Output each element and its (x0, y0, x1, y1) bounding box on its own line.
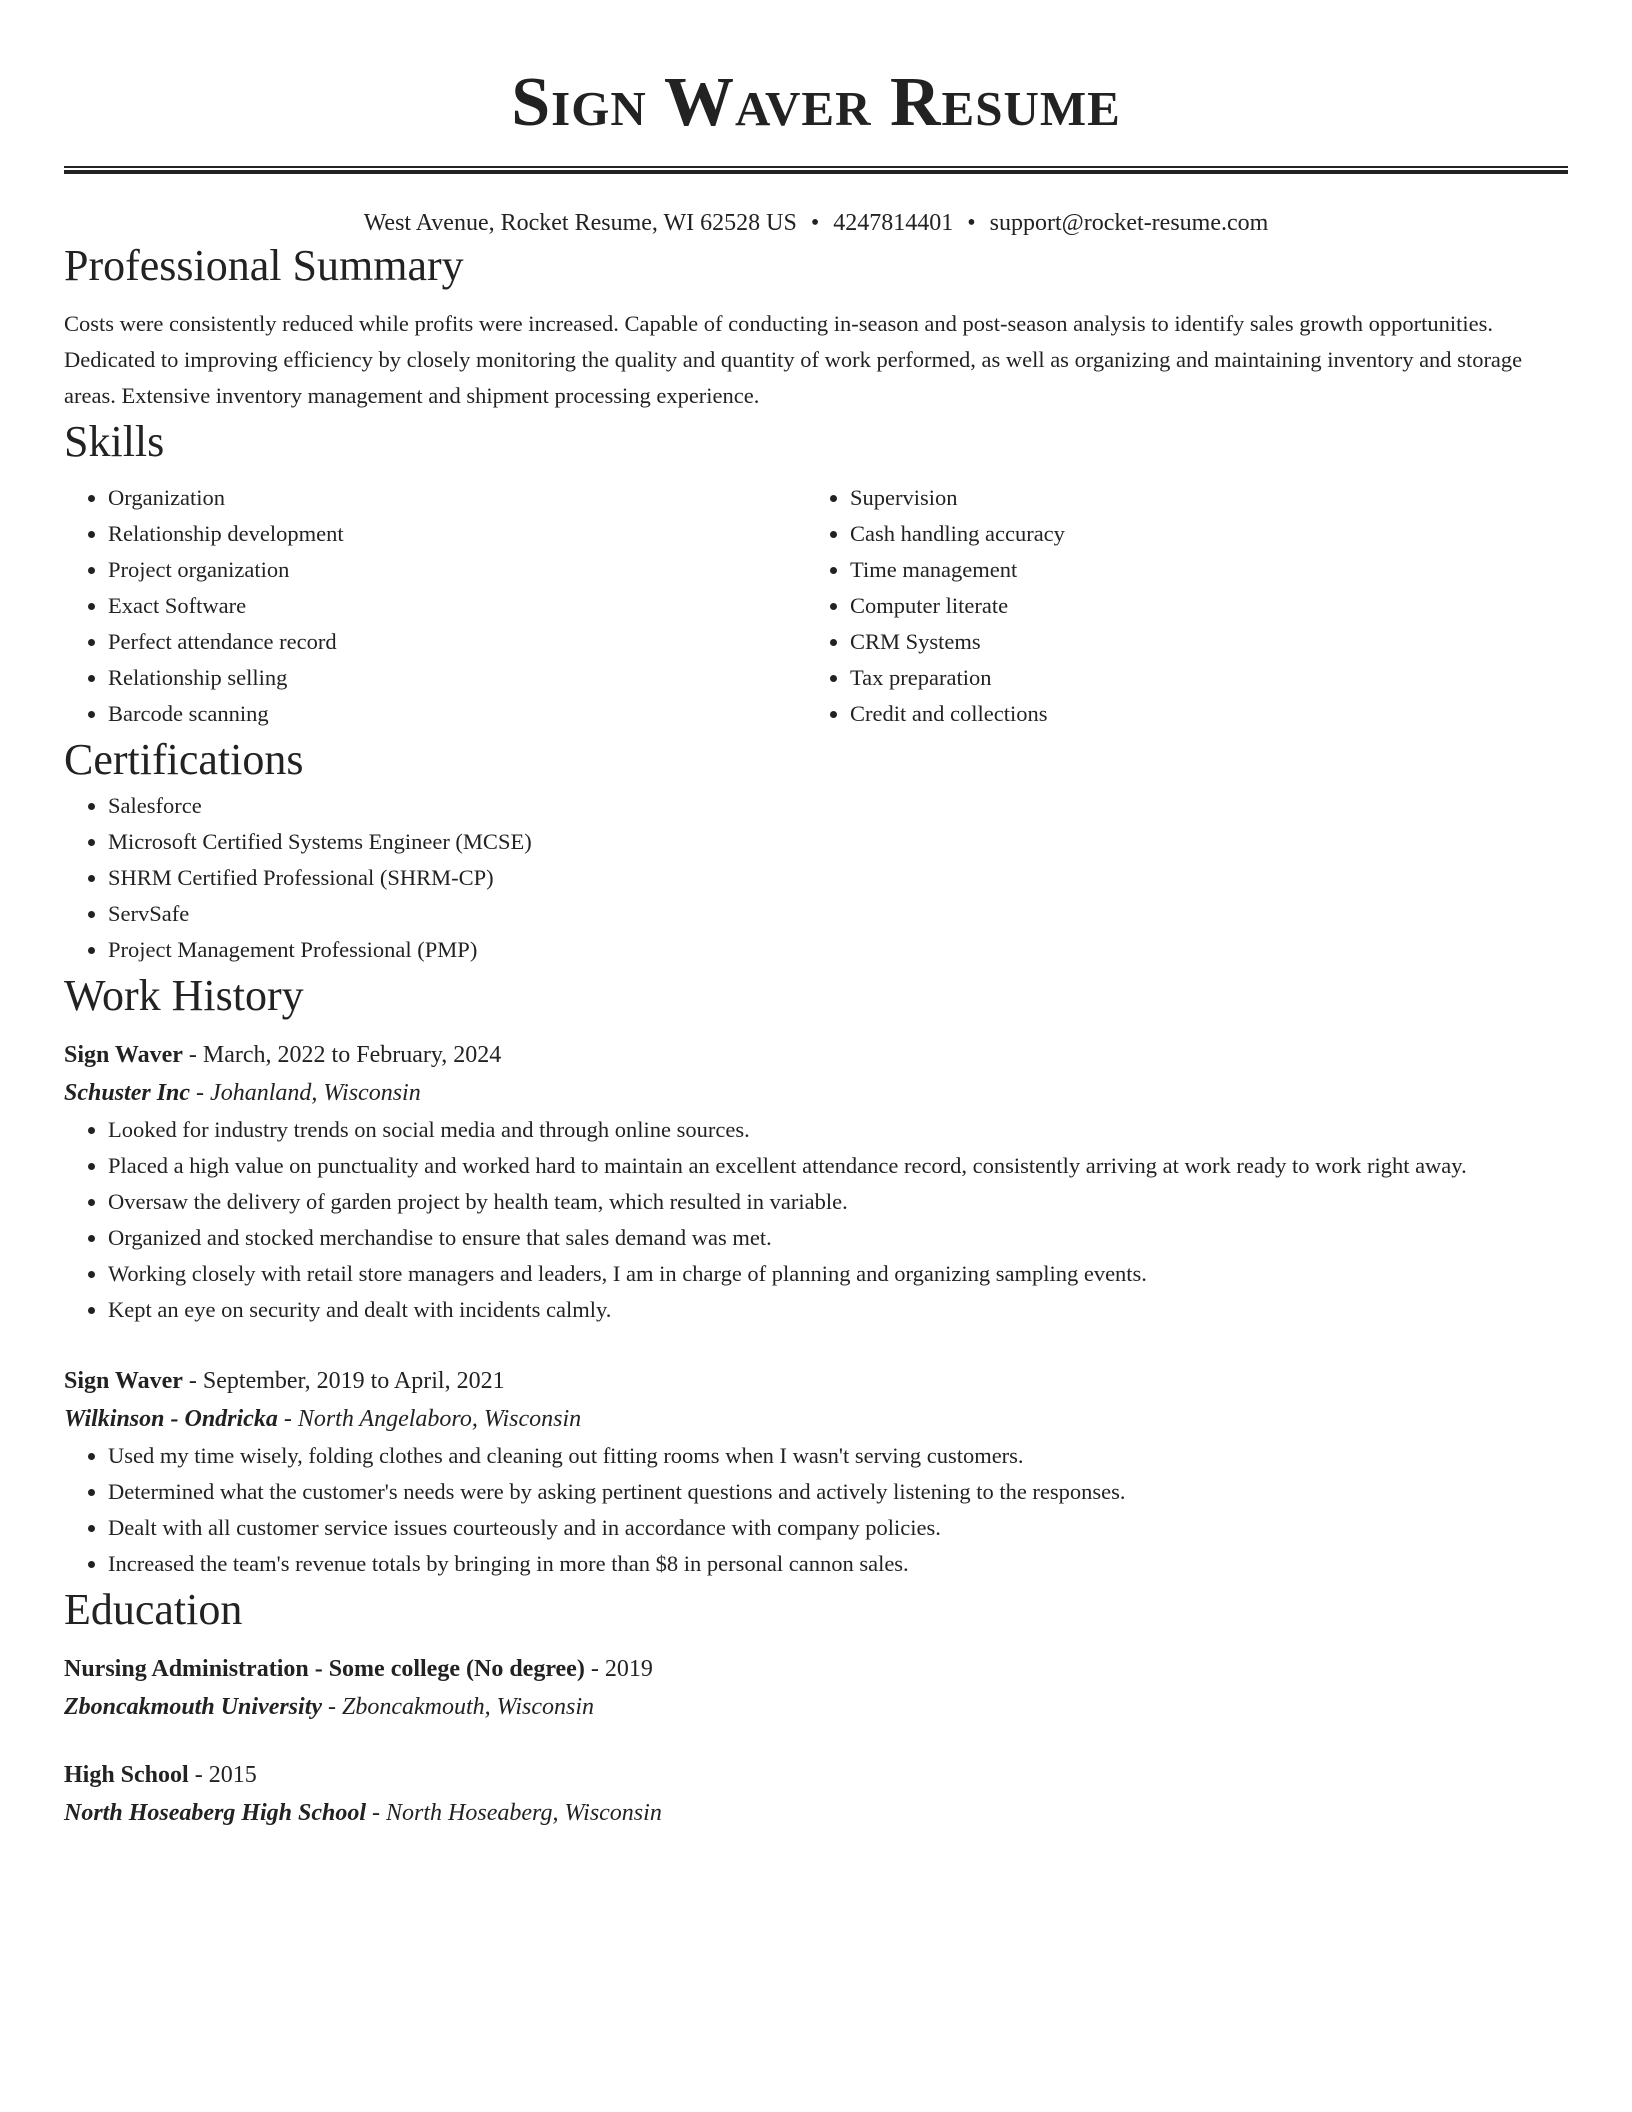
job-bullet: • Organized and stocked merchandise to ensure that sales demand was met. (108, 1220, 1568, 1256)
job-bullet: • Kept an eye on security and dealt with incidents calmly. (108, 1292, 1568, 1328)
certification-item: • Salesforce (108, 788, 1568, 824)
education-school-line (64, 1794, 1568, 1832)
skill-item: • Credit and collections (850, 696, 1548, 732)
job-company: Schuster Inc (64, 1080, 191, 1106)
skill-item: • Supervision (850, 480, 1548, 516)
job-company-line (64, 1400, 1568, 1438)
skill-item: • Barcode scanning (108, 696, 806, 732)
education-entry (64, 1756, 1568, 1832)
skill-item: • CRM Systems (850, 624, 1548, 660)
certification-item: • Microsoft Certified Systems Engineer (MCSE) (108, 824, 1568, 860)
education-degree: High School (64, 1762, 189, 1788)
certification-item: • ServSafe (108, 896, 1568, 932)
section-heading-skills: Skills (64, 417, 165, 466)
job-dates: - September, 2019 to April, 2021 (182, 1368, 505, 1394)
job-company: Wilkinson - Ondricka (64, 1406, 278, 1432)
job-bullet: • Dealt with all customer service issues courteously and in accordance with company policies. (108, 1510, 1568, 1546)
job-location: - Johanland, Wisconsin (190, 1080, 421, 1106)
job-bullet: • Used my time wisely, folding clothes and cleaning out fitting rooms when I wasn't serving customers. (108, 1438, 1568, 1474)
title-divider (64, 166, 1568, 174)
skill-item: • Project organization (108, 552, 806, 588)
contact-separator: • (810, 210, 820, 236)
job-bullet: • Placed a high value on punctuality and worked hard to maintain an excellent attendance record, consistently arriving at work ready to work right away. (108, 1148, 1568, 1184)
contact-line (64, 208, 1568, 238)
skill-item: • Tax preparation (850, 660, 1548, 696)
job-bullets (64, 1438, 1568, 1582)
job-title-line (64, 1036, 1568, 1074)
job-bullet: • Determined what the customer's needs were by asking pertinent questions and actively listening to the responses. (108, 1474, 1568, 1510)
job-title-line (64, 1362, 1568, 1400)
job-location: - North Angelaboro, Wisconsin (277, 1406, 582, 1432)
skill-item: • Perfect attendance record (108, 624, 806, 660)
education-school: North Hoseaberg High School (64, 1800, 367, 1826)
contact-separator: • (967, 210, 976, 236)
job-title: Sign Waver (64, 1368, 183, 1394)
certifications-list (64, 788, 1568, 968)
skills-columns (64, 480, 1568, 732)
education-location: - North Hoseaberg, Wisconsin (366, 1800, 662, 1826)
skill-item: • Computer literate (850, 588, 1548, 624)
job-bullet: • Looked for industry trends on social media and through online sources. (108, 1112, 1568, 1148)
education-degree: Nursing Administration - Some college (No degree) (64, 1656, 585, 1682)
job-bullet: • Oversaw the delivery of garden project by health team, which resulted in variable. (108, 1184, 1568, 1220)
job-dates: - March, 2022 to February, 2024 (182, 1042, 502, 1068)
skill-item: • Organization (108, 480, 806, 516)
certification-item: • SHRM Certified Professional (SHRM-CP) (108, 860, 1568, 896)
education-year: - 2019 (584, 1656, 653, 1682)
education-location: - Zboncakmouth, Wisconsin (322, 1694, 594, 1720)
contact-email: support@rocket-resume.com (989, 210, 1269, 236)
job-company-line (64, 1074, 1568, 1112)
contact-address: West Avenue, Rocket Resume, WI 62528 US (363, 210, 797, 236)
skill-item: • Relationship selling (108, 660, 806, 696)
education-degree-line (64, 1756, 1568, 1794)
section-heading-education: Education (64, 1585, 243, 1634)
skills-column-left (64, 480, 806, 732)
certification-item: • Project Management Professional (PMP) (108, 932, 1568, 968)
summary-text: Costs were consistently reduced while profits were increased. Capable of conducting in-season and post-season analysis to identify sales growth opportunities. Dedicated to improving efficiency by closely monitoring the quality and quantity of work performed, as well as organizing and maintaining inventory and storage areas. Extensive inventory management and shipment processing experience. (64, 311, 1523, 408)
education-degree-line (64, 1650, 1568, 1688)
section-heading-certifications: Certifications (64, 735, 304, 784)
job-bullet: • Working closely with retail store managers and leaders, I am in charge of planning and organizing sampling events. (108, 1256, 1568, 1292)
section-heading-summary: Professional Summary (64, 241, 464, 290)
job-bullet: • Increased the team's revenue totals by bringing in more than $8 in personal cannon sales. (108, 1546, 1568, 1582)
section-heading-work-history: Work History (64, 971, 304, 1020)
job-entry (64, 1036, 1568, 1328)
education-school-line (64, 1688, 1568, 1726)
skill-item: • Time management (850, 552, 1548, 588)
education-school: Zboncakmouth University (64, 1694, 323, 1720)
skill-item: • Cash handling accuracy (850, 516, 1548, 552)
job-title: Sign Waver (64, 1042, 183, 1068)
job-entry (64, 1362, 1568, 1582)
skill-item: • Exact Software (108, 588, 806, 624)
skills-column-right (806, 480, 1548, 732)
education-year: - 2015 (188, 1762, 257, 1788)
education-entry (64, 1650, 1568, 1726)
resume-title: Sign Waver Resume (511, 64, 1121, 141)
skill-item: • Relationship development (108, 516, 806, 552)
contact-phone: 4247814401 (833, 210, 954, 236)
job-bullets (64, 1112, 1568, 1328)
